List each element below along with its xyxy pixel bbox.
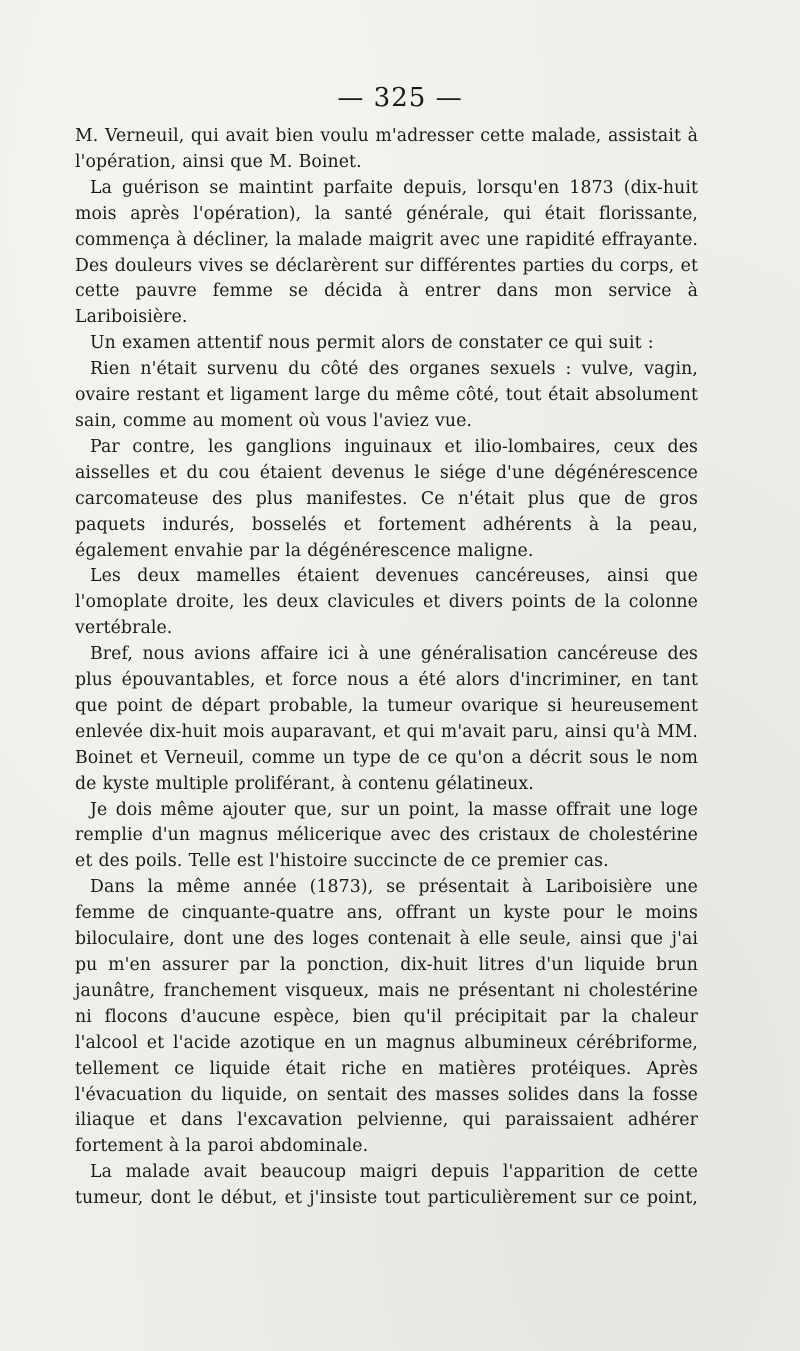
paragraph: Bref, nous avions affaire ici à une généralisation cancéreuse des plus épouvantables, et force nous a été alors d'incriminer, en tant que point de départ probable, la tumeur ovarique si heureusement enlevée dix-huit mois auparavant, et qui m'avait paru, ainsi qu'à MM. Boinet et Verneuil, comme un type de ce qu'on a décrit sous le nom de kyste multiple proliférant, à contenu gélatineux. bbox=[75, 644, 698, 794]
paragraph: La malade avait beaucoup maigri depuis l'apparition de cette tumeur, dont le début, et j'insiste tout particulièrement sur ce point, bbox=[75, 1162, 698, 1209]
page-number: — 325 — bbox=[337, 83, 463, 113]
paragraph: La guérison se maintint parfaite depuis, lorsqu'en 1873 (dix-huit mois après l'opération), la santé générale, qui était florissante, commença à décliner, la malade maigrit avec une rapidité effrayante. Des douleurs vives se déclarèrent sur différentes parties du corps, et cette pauvre femme se décida à entrer dans mon service à Lariboisière. bbox=[75, 177, 698, 328]
paragraph: M. Verneuil, qui avait bien voulu m'adresser cette malade, assistait à l'opération, ainsi que M. Boinet. bbox=[75, 126, 698, 172]
paragraph: Les deux mamelles étaient devenues cancéreuses, ainsi que l'omoplate droite, les deux clavicules et divers points de la colonne vertébrale. bbox=[75, 566, 698, 639]
paragraph: Dans la même année (1873), se présentait à Lariboisière une femme de cinquante-quatre ans, offrant un kyste pour le moins biloculaire, dont une des loges contenait à elle seule, ainsi que j'ai pu m'en assurer par la ponction, dix-huit litres d'un liquide brun jaunâtre, franchement visqueux, mais ne présentant ni cholestérine ni flocons d'aucune espèce, bien qu'il précipitait par la chaleur l'alcool et l'acide azotique en un magnus albumineux cérébriforme, tellement ce liquide était riche en matières protéiques. Après l'évacuation du liquide, on sentait des masses solides dans la fosse iliaque et dans l'excavation pelvienne, qui paraissaient adhérer fortement à la paroi abdominale. bbox=[75, 877, 698, 1157]
paragraph: Rien n'était survenu du côté des organes sexuels : vulve, vagin, ovaire restant et ligament large du même côté, tout était absolument sain, comme au moment où vous l'aviez vue. bbox=[75, 359, 698, 431]
paragraph: Par contre, les ganglions inguinaux et ilio-lombaires, ceux des aisselles et du cou étaient devenus le siége d'une dégénérescence carcomateuse des plus manifestes. Ce n'était plus que de gros paquets indurés, bosselés et fortement adhérents à la peau, également envahie par la dégénérescence maligne. bbox=[75, 436, 698, 561]
paragraph: Je dois même ajouter que, sur un point, la masse offrait une loge remplie d'un magnus mélicerique avec des cristaux de cholestérine et des poils. Telle est l'histoire succincte de ce premier cas. bbox=[75, 799, 698, 872]
paragraph: Un examen attentif nous permit alors de constater ce qui suit : bbox=[90, 333, 654, 354]
body-text bbox=[75, 124, 698, 1212]
